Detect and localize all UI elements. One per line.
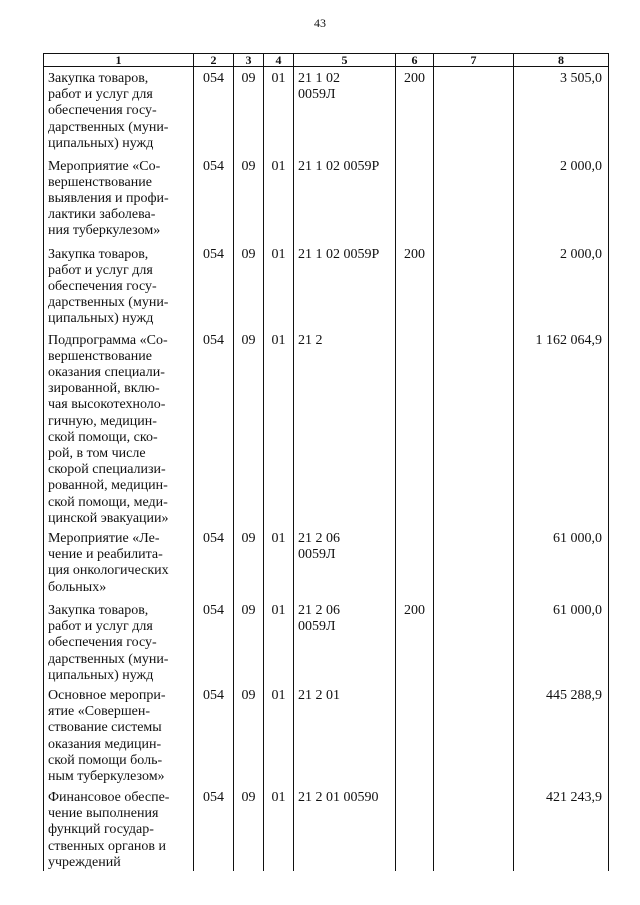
row-col7: [434, 786, 514, 871]
row-name-cell: [44, 243, 194, 329]
table-row: [44, 786, 609, 871]
row-pr: 01: [264, 684, 294, 786]
row-sum: 2 000,0: [514, 155, 609, 243]
row-ved: 054: [194, 786, 234, 871]
row-name: Мероприятие «Ле- чение и реабилита- ция онкологических больных»: [48, 530, 169, 595]
row-vr: [396, 786, 434, 871]
row-rz: 09: [234, 786, 264, 871]
row-ved: 054: [194, 329, 234, 527]
row-csr: 21 1 02 0059Р: [298, 158, 380, 174]
table-row: [44, 684, 609, 786]
header-col-4: 4: [264, 54, 294, 67]
row-sum: 1 162 064,9: [514, 329, 609, 527]
header-col-2: 2: [194, 54, 234, 67]
row-ved: 054: [194, 599, 234, 684]
row-pr: 01: [264, 329, 294, 527]
row-rz: 09: [234, 684, 264, 786]
row-rz: 09: [234, 67, 264, 155]
row-col7: [434, 155, 514, 243]
row-csr-cell: [294, 329, 396, 527]
table-row: [44, 243, 609, 329]
row-csr: 21 1 02 0059Л: [298, 71, 340, 103]
row-csr-cell: [294, 243, 396, 329]
row-sum: 61 000,0: [514, 527, 609, 599]
row-csr-cell: [294, 527, 396, 599]
row-csr-cell: [294, 684, 396, 786]
row-ved: 054: [194, 527, 234, 599]
table-row: [44, 67, 609, 155]
row-csr: 21 2 01 00590: [298, 789, 379, 805]
row-name-cell: [44, 684, 194, 786]
header-col-3: 3: [234, 54, 264, 67]
table-row: [44, 155, 609, 243]
row-pr: 01: [264, 599, 294, 684]
row-vr: [396, 684, 434, 786]
row-vr: 200: [396, 599, 434, 684]
row-csr: 21 2 01: [298, 687, 340, 703]
header-col-8: 8: [514, 54, 609, 67]
row-csr: 21 2 06 0059Л: [298, 602, 340, 635]
row-ved: 054: [194, 243, 234, 329]
row-name: Закупка товаров, работ и услуг для обеспечения госу- дарственных (муни- ципальных) нужд: [48, 246, 169, 327]
row-sum: 2 000,0: [514, 243, 609, 329]
row-name-cell: [44, 329, 194, 527]
row-csr: 21 2 06 0059Л: [298, 530, 340, 563]
row-sum: 61 000,0: [514, 599, 609, 684]
row-pr: 01: [264, 155, 294, 243]
table-row: [44, 599, 609, 684]
header-col-1: 1: [44, 54, 194, 67]
row-col7: [434, 67, 514, 155]
row-csr-cell: [294, 786, 396, 871]
row-name-cell: [44, 599, 194, 684]
row-rz: 09: [234, 243, 264, 329]
row-csr-cell: [294, 67, 396, 155]
row-vr: 200: [396, 243, 434, 329]
header-col-7: 7: [434, 54, 514, 67]
row-name-cell: [44, 67, 194, 155]
row-pr: 01: [264, 243, 294, 329]
row-col7: [434, 527, 514, 599]
row-vr: [396, 329, 434, 527]
header-row: [44, 54, 609, 67]
table-row: [44, 527, 609, 599]
header-col-5: 5: [294, 54, 396, 67]
row-name: Финансовое обеспе- чение выполнения функций государ- ственных органов и учреждений: [48, 789, 170, 870]
row-sum: 445 288,9: [514, 684, 609, 786]
row-col7: [434, 599, 514, 684]
row-ved: 054: [194, 684, 234, 786]
row-rz: 09: [234, 329, 264, 527]
row-sum: 3 505,0: [514, 67, 609, 155]
row-col7: [434, 684, 514, 786]
row-name: Основное меропри- ятие «Совершен- ствование системы оказания медицин- ской помощи боль- ным туберкулезом»: [48, 687, 166, 784]
row-vr: [396, 527, 434, 599]
row-ved: 054: [194, 67, 234, 155]
table-row: [44, 329, 609, 527]
row-csr-cell: [294, 599, 396, 684]
row-rz: 09: [234, 155, 264, 243]
row-rz: 09: [234, 599, 264, 684]
row-name: Мероприятие «Со- вершенствование выявления и профи- лактики заболева- ния туберкулезом»: [48, 158, 169, 239]
row-vr: [396, 155, 434, 243]
row-name-cell: [44, 155, 194, 243]
row-name-cell: [44, 786, 194, 871]
row-pr: 01: [264, 67, 294, 155]
row-col7: [434, 329, 514, 527]
header-col-6: 6: [396, 54, 434, 67]
row-sum: 421 243,9: [514, 786, 609, 871]
row-vr: 200: [396, 67, 434, 155]
row-csr: 21 2: [298, 332, 323, 348]
row-name: Закупка товаров, работ и услуг для обеспечения госу- дарственных (муни- ципальных) нужд: [48, 71, 169, 151]
row-col7: [434, 243, 514, 329]
row-ved: 054: [194, 155, 234, 243]
row-csr: 21 1 02 0059Р: [298, 246, 380, 262]
row-name-cell: [44, 527, 194, 599]
row-pr: 01: [264, 786, 294, 871]
row-rz: 09: [234, 527, 264, 599]
row-name: Подпрограмма «Со- вершенствование оказания специали- зированной, вклю- чая высокотехноло- гичную, медицин- ской помощи, ско- рой, в том числе скорой специализи- рованной, медицин- ской помощи, меди- цинской эвакуации»: [48, 332, 169, 526]
row-name: Закупка товаров, работ и услуг для обеспечения госу- дарственных (муни- ципальных) нужд: [48, 602, 169, 683]
budget-table: [43, 53, 609, 871]
page-number: 43: [314, 16, 326, 30]
row-csr-cell: [294, 155, 396, 243]
row-pr: 01: [264, 527, 294, 599]
